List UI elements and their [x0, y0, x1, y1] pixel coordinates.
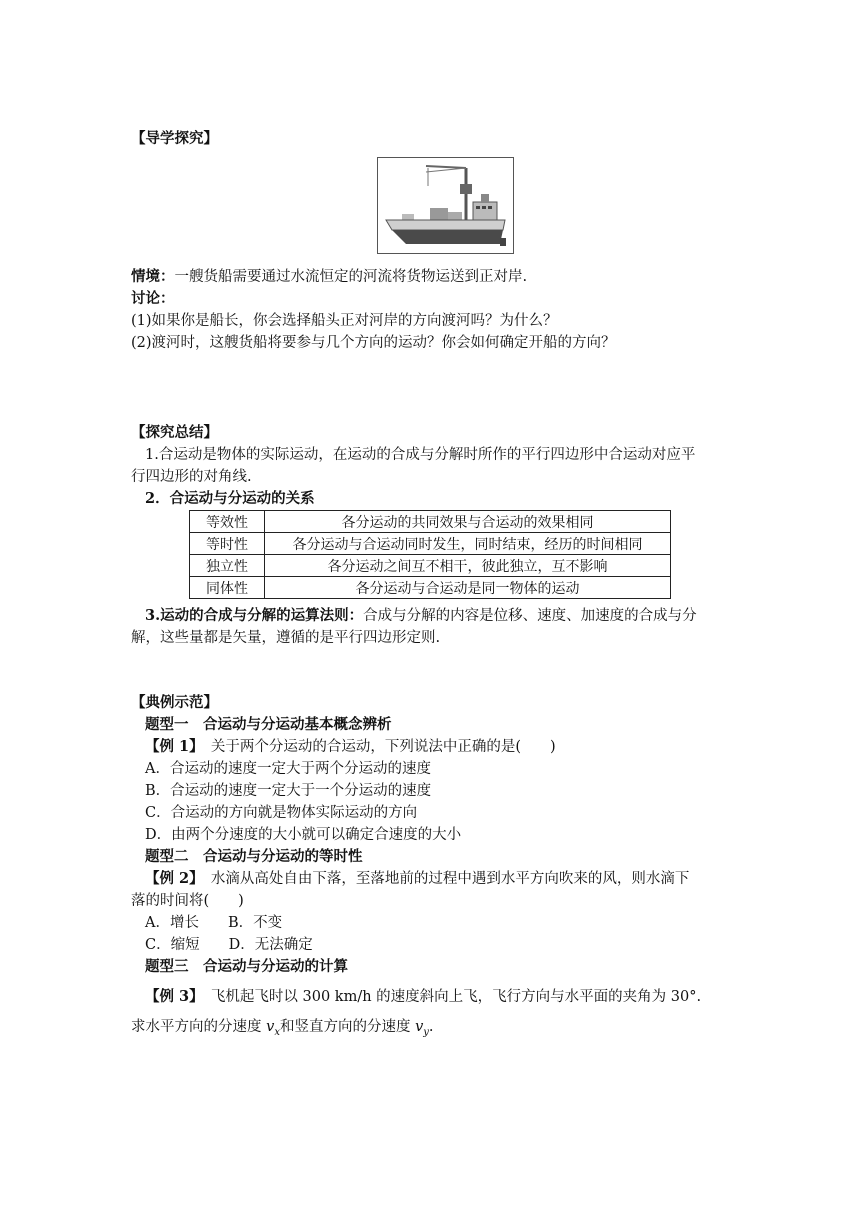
type-2-title: 题型二 合运动与分运动的等时性	[145, 848, 363, 865]
heading-inquiry-summary: 【探究总结】	[131, 424, 218, 441]
example-1-option-d: D．由两个分速度的大小就可以确定合速度的大小	[145, 827, 462, 843]
vx-subscript: x	[274, 1026, 280, 1038]
type-1-title: 题型一 合运动与分运动基本概念辨析	[145, 716, 392, 733]
table-row	[190, 577, 671, 599]
example-2-text: 水滴从高处自由下落，至落地前的过程中遇到水平方向吹来的风，则水滴下	[196, 871, 690, 887]
table-value: 各分运动与合运动同时发生，同时结束，经历的时间相同	[265, 533, 671, 555]
summary-point-2: 2．合运动与分运动的关系	[145, 490, 315, 507]
summary-point-3-text: 合成与分解的内容是位移、速度、加速度的合成与分	[363, 608, 697, 624]
example-3a	[145, 986, 701, 1008]
example-2-label: 【例 2】	[145, 870, 197, 887]
example-1-option-b: B．合运动的速度一定大于一个分运动的速度	[145, 783, 432, 799]
example-3b-text-3: .	[428, 1019, 434, 1035]
relation-table	[189, 510, 671, 599]
summary-point-1a: 1.合运动是物体的实际运动，在运动的合成与分解时所作的平行四边形中合运动对应平	[145, 447, 696, 463]
heading-examples: 【典例示范】	[131, 694, 218, 711]
table-row	[190, 555, 671, 577]
table-key: 等效性	[190, 511, 265, 533]
table-value: 各分运动之间互不相干，彼此独立，互不影响	[265, 555, 671, 577]
table-key: 等时性	[190, 533, 265, 555]
summary-point-3b: 解，这些量都是矢量，遵循的是平行四边形定则.	[131, 630, 441, 646]
scenario-line	[131, 266, 527, 288]
discussion-question-2: (2)渡河时，这艘货船将要参与几个方向的运动？你会如何确定开船的方向？	[131, 335, 616, 351]
scenario-text: 一艘货船需要通过水流恒定的河流将货物运送到正对岸.	[174, 269, 528, 285]
summary-point-1b: 行四边形的对角线.	[131, 469, 252, 485]
table-key: 独立性	[190, 555, 265, 577]
vx-symbol: v	[266, 1019, 275, 1035]
vy-subscript: y	[423, 1026, 429, 1038]
scenario-label: 情境：	[131, 268, 175, 285]
example-2b: 落的时间将( )	[131, 893, 244, 909]
table-value: 各分运动的共同效果与合运动的效果相同	[265, 511, 671, 533]
heading-guided-inquiry: 【导学探究】	[131, 130, 218, 147]
table-key: 同体性	[190, 577, 265, 599]
table-row	[190, 511, 671, 533]
discussion-question-1: (1)如果你是船长，你会选择船头正对河岸的方向渡河吗？为什么？	[131, 313, 558, 329]
example-1-option-c: C．合运动的方向就是物体实际运动的方向	[145, 805, 418, 821]
example-3b	[131, 1016, 434, 1044]
example-3-text: 飞机起飞时以 300 km/h 的速度斜向上飞，飞行方向与水平面的夹角为 30°.	[196, 989, 702, 1005]
example-2-options-ab: A．增长 B．不变	[145, 915, 283, 931]
vy-symbol: v	[415, 1019, 424, 1035]
example-1-label: 【例 1】	[145, 738, 197, 755]
table-value: 各分运动与合运动是同一物体的运动	[265, 577, 671, 599]
summary-point-3a	[145, 605, 697, 627]
cargo-ship-icon	[378, 158, 513, 253]
example-1-option-a: A．合运动的速度一定大于两个分运动的速度	[145, 761, 431, 777]
example-1	[145, 736, 556, 758]
example-2a	[145, 868, 689, 890]
summary-point-3-label: 3.运动的合成与分解的运算法则：	[145, 607, 364, 624]
example-3b-text-2: 和竖直方向的分速度	[279, 1019, 416, 1035]
table-row	[190, 533, 671, 555]
example-3-label: 【例 3】	[145, 988, 197, 1005]
example-2-options-cd: C．缩短 D．无法确定	[145, 937, 313, 953]
cargo-ship-figure	[377, 157, 514, 254]
discussion-label: 讨论：	[131, 290, 175, 307]
example-1-text: 关于两个分运动的合运动，下列说法中正确的是( )	[196, 739, 556, 755]
type-3-title: 题型三 合运动与分运动的计算	[145, 958, 348, 975]
example-3b-text-1: 求水平方向的分速度	[131, 1019, 267, 1035]
